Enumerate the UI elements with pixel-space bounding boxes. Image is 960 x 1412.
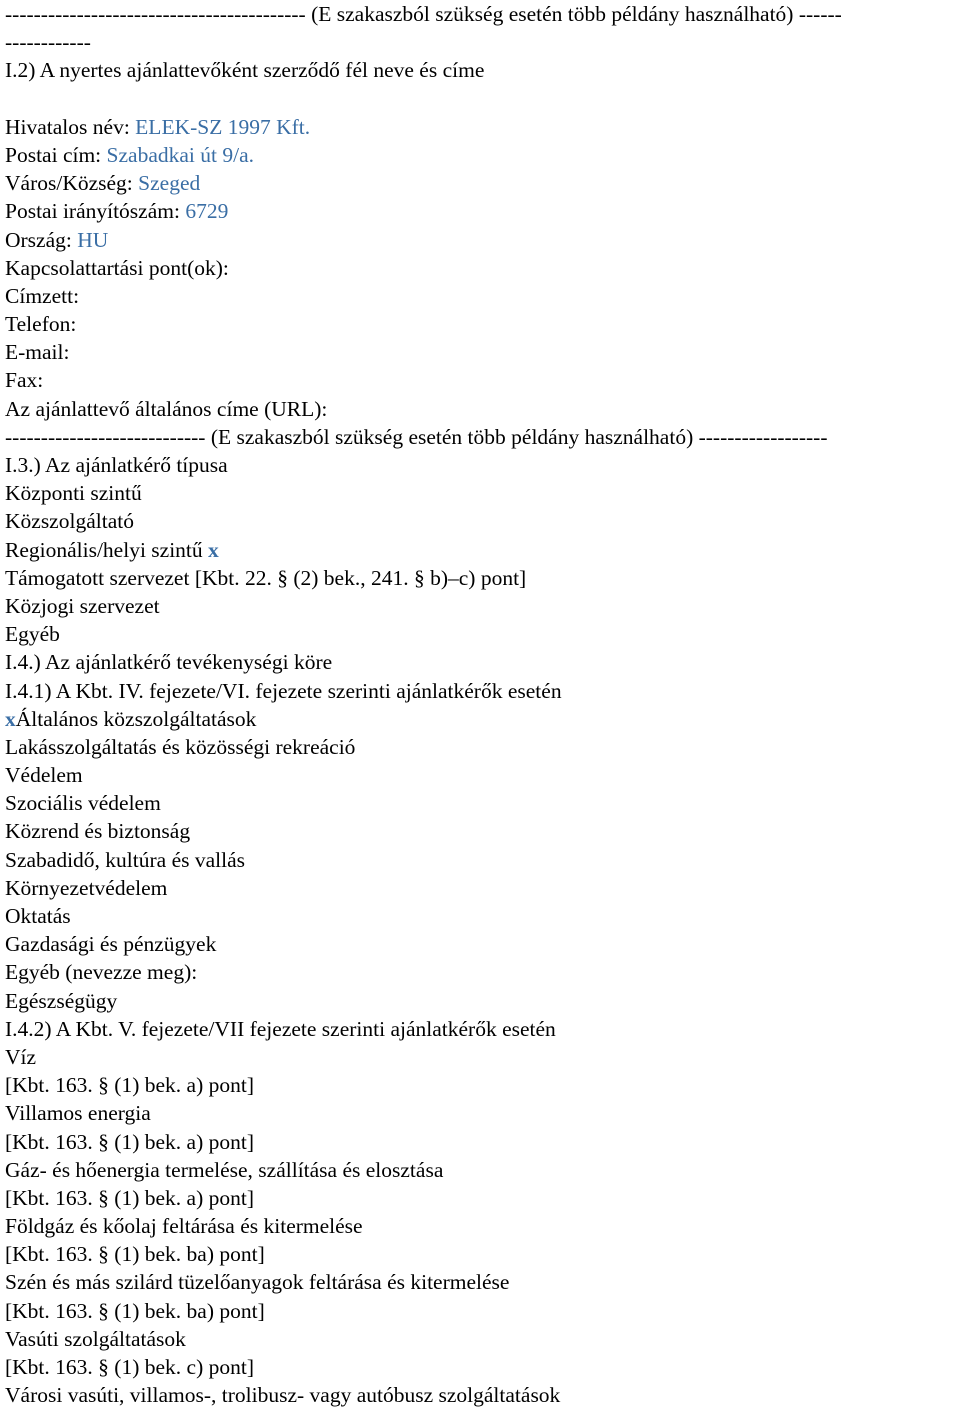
country-label: Ország:	[5, 227, 78, 252]
selection-mark: x	[208, 537, 219, 562]
list-item: Egyéb	[5, 622, 60, 647]
postal-address-label: Postai cím:	[5, 142, 107, 167]
recipient-label: Címzett:	[5, 283, 80, 308]
list-item: Földgáz és kőolaj feltárása és kitermelése	[5, 1214, 363, 1239]
list-item-label: Regionális/helyi szintű	[5, 537, 209, 562]
activity-sub2-heading: I.4.2) A Kbt. V. fejezete/VII fejezete szerinti ajánlatkérők esetén	[5, 1016, 556, 1041]
list-item: Gazdasági és pénzügyek	[5, 932, 217, 957]
list-item: Városi vasúti, villamos-, trolibusz- vagy autóbusz szolgáltatások	[5, 1383, 561, 1408]
city-value: Szeged	[138, 171, 201, 196]
postal-address-value: Szabadkai út 9/a.	[106, 142, 254, 167]
list-item: Szociális védelem	[5, 791, 161, 816]
zip-label: Postai irányítószám:	[5, 199, 186, 224]
legal-reference: [Kbt. 163. § (1) bek. a) pont]	[5, 1129, 254, 1154]
list-item: Védelem	[5, 763, 83, 788]
phone-label: Telefon:	[5, 312, 77, 337]
list-item: Közrend és biztonság	[5, 819, 191, 844]
city-label: Város/Község:	[5, 171, 139, 196]
activity-sub1-heading: I.4.1) A Kbt. IV. fejezete/VI. fejezete szerinti ajánlatkérők esetén	[5, 678, 562, 703]
list-item: Központi szintű	[5, 481, 142, 506]
url-label: Az ajánlattevő általános címe (URL):	[5, 396, 328, 421]
email-label: E-mail:	[5, 340, 70, 365]
city-row	[5, 169, 960, 197]
list-item: Oktatás	[5, 904, 71, 928]
postal-address-row	[5, 141, 960, 169]
list-item: Közszolgáltató	[5, 509, 134, 534]
list-item: Gáz- és hőenergia termelése, szállítása és elosztása	[5, 1157, 444, 1182]
zip-row	[5, 197, 960, 225]
legal-reference: [Kbt. 163. § (1) bek. ba) pont]	[5, 1242, 265, 1267]
list-item-label: Általános közszolgáltatások	[15, 706, 257, 731]
list-item: Szabadidő, kultúra és vallás	[5, 847, 246, 872]
contracting-type-heading: I.3.) Az ajánlatkérő típusa	[5, 453, 228, 477]
list-item-selected	[5, 536, 960, 564]
official-name-value: ELEK-SZ 1997 Kft.	[135, 114, 311, 139]
official-name-label: Hivatalos név:	[5, 114, 136, 139]
official-name-row	[5, 113, 960, 141]
list-item: Víz	[5, 1044, 37, 1069]
fax-label: Fax:	[5, 368, 44, 393]
list-item: Vasúti szolgáltatások	[5, 1326, 186, 1351]
section-divider-continuation: ------------	[5, 30, 91, 55]
list-item: Egészségügy	[5, 988, 118, 1013]
section-divider: ------------------------------------------ (E szakaszból szükség esetén több példány használható) ------	[5, 2, 842, 26]
legal-reference: [Kbt. 163. § (1) bek. c) pont]	[5, 1355, 254, 1379]
list-item-selected	[5, 705, 960, 733]
spacer	[5, 85, 960, 113]
list-item: Környezetvédelem	[5, 875, 168, 900]
list-item: Szén és más szilárd tüzelőanyagok feltárása és kitermelése	[5, 1270, 510, 1295]
list-item: Támogatott szervezet [Kbt. 22. § (2) bek., 241. § b)–c) pont]	[5, 565, 527, 590]
legal-reference: [Kbt. 163. § (1) bek. a) pont]	[5, 1185, 254, 1210]
list-item: Lakásszolgáltatás és közösségi rekreáció	[5, 734, 356, 759]
legal-reference: [Kbt. 163. § (1) bek. a) pont]	[5, 1073, 254, 1098]
selection-mark: x	[5, 706, 16, 731]
country-row	[5, 226, 960, 254]
activity-heading: I.4.) Az ajánlatkérő tevékenységi köre	[5, 650, 333, 675]
section-divider: ---------------------------- (E szakaszból szükség esetén több példány használható) ------------------	[5, 424, 828, 449]
winner-heading: I.2) A nyertes ajánlattevőként szerződő fél neve és címe	[5, 58, 485, 83]
list-item: Egyéb (nevezze meg):	[5, 960, 198, 985]
zip-value: 6729	[185, 199, 229, 224]
list-item: Közjogi szervezet	[5, 593, 160, 618]
legal-reference: [Kbt. 163. § (1) bek. ba) pont]	[5, 1298, 265, 1323]
contact-points-label: Kapcsolattartási pont(ok):	[5, 255, 229, 280]
list-item: Villamos energia	[5, 1101, 151, 1126]
country-value: HU	[77, 227, 109, 252]
